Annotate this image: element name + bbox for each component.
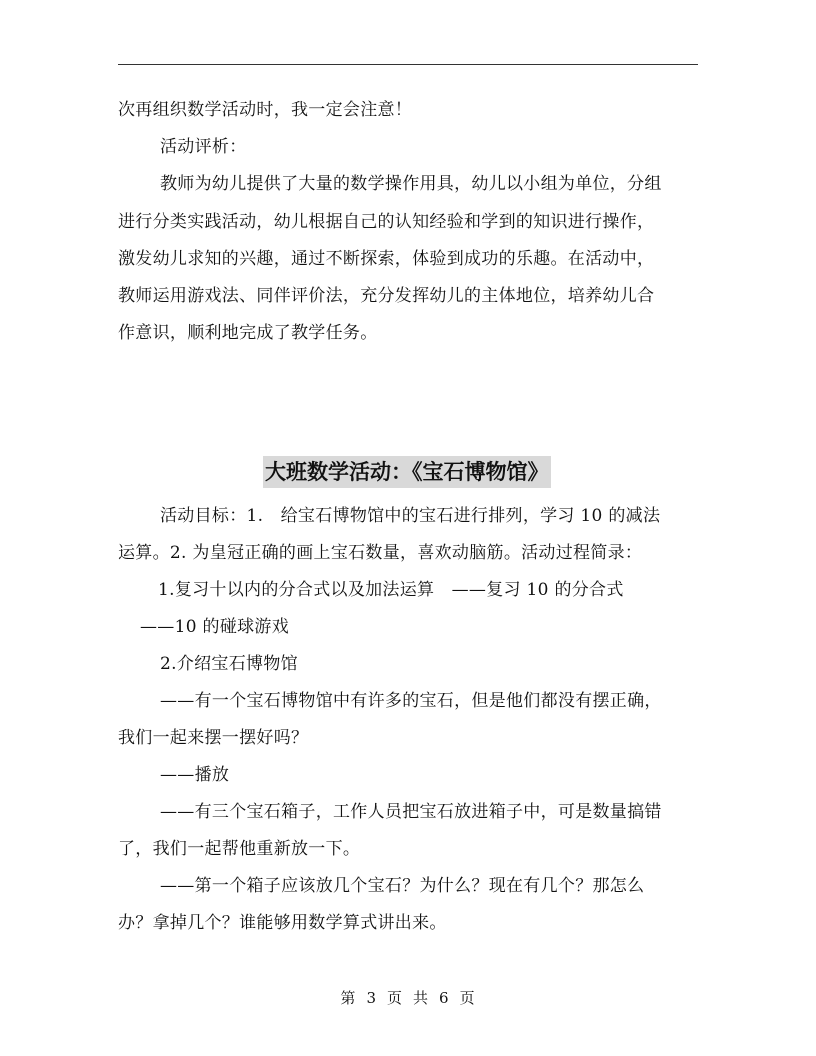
section-line-9: ——有三个宝石箱子，工作人员把宝石放进箱子中，可是数量搞错 (160, 802, 662, 822)
section-line-2: 运算。2. 为皇冠正确的画上宝石数量，喜欢动脑筋。活动过程简录： (118, 543, 643, 563)
section-line-12: 办？拿掉几个？谁能够用数学算式讲出来。 (118, 913, 447, 933)
section-line-5: 2.介绍宝石博物馆 (160, 654, 298, 674)
body-line-1: 次再组织数学活动时，我一定会注意！ (118, 100, 413, 120)
section-line-10: 了，我们一起帮他重新放一下。 (118, 839, 361, 859)
footer-total-pages: 6 (439, 989, 450, 1007)
footer-prefix: 第 (340, 989, 357, 1007)
section-line-3: 1.复习十以内的分合式以及加法运算 ——复习 10 的分合式 (158, 580, 624, 600)
section-line-4: ——10 的碰球游戏 (140, 617, 290, 637)
footer-current-page: 3 (366, 989, 377, 1007)
section-line-8: ——播放 (160, 765, 230, 785)
footer-suffix: 页 (459, 989, 476, 1007)
body-line-7: 作意识，顺利地完成了教学任务。 (118, 323, 378, 343)
section-line-1: 活动目标：1. 给宝石博物馆中的宝石进行排列，学习 10 的减法 (160, 506, 661, 526)
section-line-7: 我们一起来摆一摆好吗？ (118, 728, 309, 748)
footer-total-prefix: 共 (413, 989, 430, 1007)
evaluation-heading: 活动评析： (160, 137, 247, 157)
body-line-4: 进行分类实践活动，幼儿根据自己的认知经验和学到的知识进行操作， (118, 212, 655, 232)
page-footer (0, 988, 816, 1008)
section-line-11: ——第一个箱子应该放几个宝石？为什么？现在有几个？那怎么 (160, 876, 645, 896)
body-line-3: 教师为幼儿提供了大量的数学操作用具，幼儿以小组为单位，分组 (160, 174, 662, 194)
header-rule (118, 64, 698, 65)
section-line-6: ——有一个宝石博物馆中有许多的宝石，但是他们都没有摆正确， (160, 691, 662, 711)
body-line-6: 教师运用游戏法、同伴评价法，充分发挥幼儿的主体地位，培养幼儿合 (118, 286, 655, 306)
footer-middle: 页 (386, 989, 403, 1007)
section-title: 大班数学活动：《宝石博物馆》 (263, 456, 551, 488)
body-line-5: 激发幼儿求知的兴趣，通过不断探索，体验到成功的乐趣。在活动中， (118, 249, 655, 269)
